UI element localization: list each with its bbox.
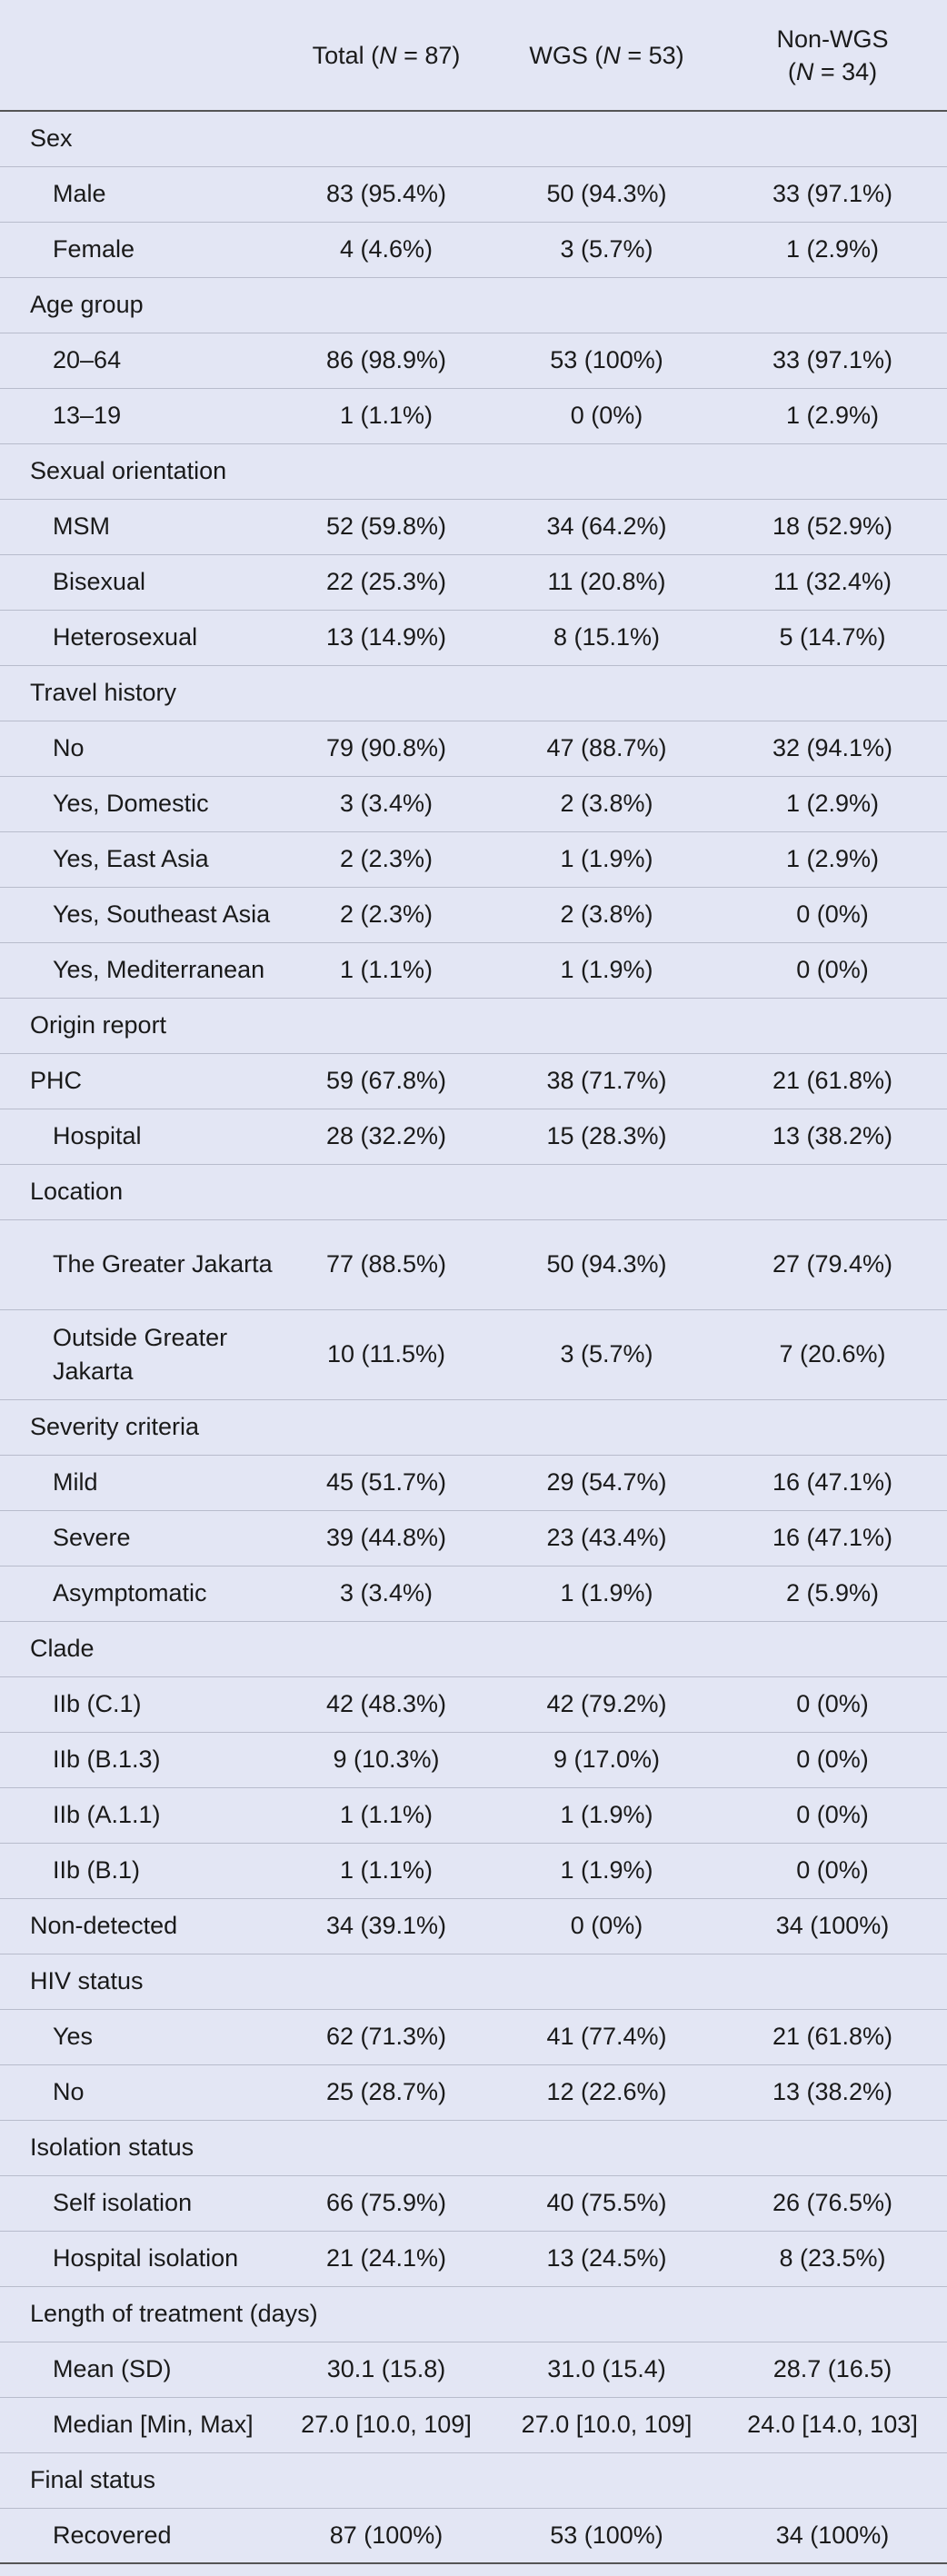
header-wgs-label: WGS	[529, 41, 588, 69]
table-row	[0, 1053, 947, 1109]
nonwgs-cell: 33 (97.1%)	[772, 180, 893, 207]
group-label: Sex	[30, 124, 73, 153]
header-row	[0, 0, 947, 111]
table-row	[0, 1898, 947, 1954]
nonwgs-cell: 7 (20.6%)	[779, 1340, 886, 1368]
table-row	[0, 2508, 947, 2563]
header-total-n-suffix: = 87)	[396, 41, 461, 69]
row-label: IIb (B.1.3)	[53, 1746, 161, 1773]
nonwgs-cell: 13 (38.2%)	[772, 2078, 893, 2105]
nonwgs-cell: 11 (32.4%)	[773, 568, 892, 595]
row-label: Outside Greater Jakarta	[53, 1323, 228, 1385]
table-header	[0, 0, 947, 111]
nonwgs-cell: 24.0 [14.0, 103]	[747, 2411, 918, 2438]
row-label: 20–64	[53, 346, 122, 373]
row-label: Yes, Domestic	[53, 790, 209, 817]
row-label: Mean (SD)	[53, 2355, 172, 2382]
nonwgs-cell: 2 (5.9%)	[785, 1579, 880, 1606]
group-header-row	[0, 1621, 947, 1676]
total-cell: 27.0 [10.0, 109]	[301, 2411, 472, 2438]
group-label: HIV status	[30, 1967, 144, 1994]
row-label: IIb (C.1)	[53, 1690, 142, 1717]
group-label: Clade	[30, 1635, 95, 1662]
row-label: Hospital	[53, 1122, 142, 1149]
nonwgs-cell: 1 (2.9%)	[785, 235, 880, 263]
group-header-row	[0, 665, 947, 721]
total-cell: 39 (44.8%)	[325, 1524, 447, 1551]
nonwgs-cell: 33 (97.1%)	[772, 346, 893, 373]
wgs-cell: 1 (1.9%)	[560, 1856, 653, 1884]
total-cell: 1 (1.1%)	[339, 402, 434, 429]
wgs-cell: 8 (15.1%)	[553, 623, 661, 651]
nonwgs-cell: 8 (23.5%)	[779, 2244, 886, 2272]
wgs-cell: 15 (28.3%)	[546, 1122, 667, 1149]
wgs-cell: 13 (24.5%)	[546, 2244, 667, 2272]
wgs-cell: 27.0 [10.0, 109]	[521, 2411, 693, 2438]
wgs-cell: 2 (3.8%)	[560, 900, 653, 928]
header-wgs-n-suffix: = 53)	[620, 41, 684, 69]
total-cell: 1 (1.1%)	[339, 956, 434, 983]
nonwgs-cell: 5 (14.7%)	[779, 623, 886, 651]
table-row	[0, 2397, 947, 2452]
nonwgs-cell: 34 (100%)	[775, 2521, 890, 2549]
row-label: Bisexual	[53, 568, 146, 595]
nonwgs-cell: 28.7 (16.5)	[773, 2355, 892, 2382]
group-label: Severity criteria	[30, 1413, 200, 1440]
total-cell: 34 (39.1%)	[325, 1912, 447, 1939]
nonwgs-cell: 21 (61.8%)	[772, 2023, 893, 2050]
nonwgs-cell: 1 (2.9%)	[785, 402, 880, 429]
nonwgs-cell: 32 (94.1%)	[772, 734, 893, 761]
header-nonwgs-n-prefix: (	[787, 57, 796, 85]
table-row	[0, 222, 947, 277]
total-cell: 10 (11.5%)	[326, 1340, 446, 1368]
header-cell-nonwgs	[718, 0, 947, 111]
group-header-row	[0, 998, 947, 1053]
table-body	[0, 111, 947, 2563]
wgs-cell: 1 (1.9%)	[560, 845, 653, 872]
row-label: No	[53, 2078, 85, 2105]
table-row	[0, 1109, 947, 1164]
wgs-cell: 9 (17.0%)	[553, 1746, 661, 1773]
group-header-row	[0, 1954, 947, 2009]
total-cell: 52 (59.8%)	[325, 512, 447, 540]
group-label: Final status	[30, 2466, 156, 2493]
table-row	[0, 2231, 947, 2286]
table-row	[0, 831, 947, 887]
nonwgs-cell: 16 (47.1%)	[772, 1524, 893, 1551]
total-cell: 25 (28.7%)	[325, 2078, 447, 2105]
table-row	[0, 1787, 947, 1843]
group-header-row	[0, 111, 947, 166]
row-label: PHC	[30, 1067, 83, 1094]
row-label: No	[53, 734, 85, 761]
table-row	[0, 2342, 947, 2397]
total-cell: 59 (67.8%)	[325, 1067, 447, 1094]
wgs-cell: 3 (5.7%)	[560, 235, 653, 263]
row-label: Yes, East Asia	[53, 845, 209, 872]
group-header-row	[0, 2452, 947, 2508]
header-wgs-n-prefix: (	[587, 41, 603, 69]
nonwgs-cell: 0 (0%)	[796, 1690, 869, 1717]
nonwgs-cell: 21 (61.8%)	[772, 1067, 893, 1094]
table-row	[0, 2064, 947, 2120]
wgs-cell: 2 (3.8%)	[560, 790, 653, 817]
wgs-cell: 40 (75.5%)	[546, 2189, 667, 2216]
wgs-cell: 11 (20.8%)	[547, 568, 666, 595]
total-cell: 77 (88.5%)	[325, 1250, 447, 1278]
group-label: Location	[30, 1178, 124, 1205]
row-label: IIb (B.1)	[53, 1856, 141, 1884]
nonwgs-cell: 27 (79.4%)	[772, 1250, 893, 1278]
table-row	[0, 776, 947, 831]
header-wgs-n-symbol: N	[603, 41, 621, 69]
group-header-row	[0, 2120, 947, 2175]
table-row	[0, 1309, 947, 1399]
total-cell: 62 (71.3%)	[325, 2023, 447, 2050]
wgs-cell: 38 (71.7%)	[546, 1067, 667, 1094]
wgs-cell: 0 (0%)	[570, 402, 643, 429]
group-label: Origin report	[30, 1011, 167, 1039]
group-label: Travel history	[30, 679, 177, 706]
group-label: Isolation status	[30, 2133, 194, 2161]
wgs-cell: 3 (5.7%)	[560, 1340, 653, 1368]
total-cell: 1 (1.1%)	[339, 1801, 434, 1828]
table-row	[0, 1732, 947, 1787]
wgs-cell: 53 (100%)	[550, 2521, 663, 2549]
wgs-cell: 34 (64.2%)	[546, 512, 667, 540]
row-label: The Greater Jakarta	[53, 1250, 273, 1278]
total-cell: 30.1 (15.8)	[326, 2355, 446, 2382]
row-label: Severe	[53, 1524, 131, 1551]
total-cell: 9 (10.3%)	[333, 1746, 440, 1773]
wgs-cell: 1 (1.9%)	[560, 956, 653, 983]
wgs-cell: 42 (79.2%)	[546, 1690, 667, 1717]
group-label: Sexual orientation	[30, 457, 227, 484]
table-row	[0, 610, 947, 665]
header-cell-label	[0, 0, 277, 111]
header-nonwgs-label: Non-WGS	[776, 25, 889, 53]
row-label: Mild	[53, 1468, 98, 1496]
total-cell: 83 (95.4%)	[325, 180, 447, 207]
nonwgs-cell: 18 (52.9%)	[772, 512, 893, 540]
wgs-cell: 12 (22.6%)	[546, 2078, 667, 2105]
group-label: Age group	[30, 291, 144, 318]
table-row	[0, 887, 947, 942]
wgs-cell: 23 (43.4%)	[546, 1524, 667, 1551]
total-cell: 45 (51.7%)	[325, 1468, 447, 1496]
wgs-cell: 0 (0%)	[570, 1912, 643, 1939]
total-cell: 79 (90.8%)	[325, 734, 447, 761]
row-label: Female	[53, 235, 135, 263]
row-label: Self isolation	[53, 2189, 193, 2216]
total-cell: 66 (75.9%)	[325, 2189, 447, 2216]
total-cell: 42 (48.3%)	[325, 1690, 447, 1717]
wgs-cell: 53 (100%)	[550, 346, 663, 373]
row-label: IIb (A.1.1)	[53, 1801, 161, 1828]
wgs-cell: 50 (94.3%)	[546, 180, 667, 207]
table-row	[0, 166, 947, 222]
total-cell: 87 (100%)	[329, 2521, 444, 2549]
total-cell: 1 (1.1%)	[339, 1856, 434, 1884]
nonwgs-cell: 0 (0%)	[796, 956, 869, 983]
row-label: Median [Min, Max]	[53, 2411, 254, 2438]
row-label: Male	[53, 180, 106, 207]
row-label: Heterosexual	[53, 623, 198, 651]
total-cell: 4 (4.6%)	[339, 235, 434, 263]
row-label: Asymptomatic	[53, 1579, 207, 1606]
wgs-cell: 29 (54.7%)	[546, 1468, 667, 1496]
nonwgs-cell: 1 (2.9%)	[785, 845, 880, 872]
row-label: MSM	[53, 512, 110, 540]
header-nonwgs-n-suffix: = 34)	[813, 57, 878, 85]
nonwgs-cell: 26 (76.5%)	[772, 2189, 893, 2216]
group-header-row	[0, 1399, 947, 1455]
total-cell: 28 (32.2%)	[325, 1122, 447, 1149]
nonwgs-cell: 1 (2.9%)	[785, 790, 880, 817]
table-row	[0, 2175, 947, 2231]
row-label: Yes, Southeast Asia	[53, 900, 271, 928]
table-row	[0, 942, 947, 998]
header-nonwgs-n-symbol: N	[795, 57, 814, 85]
nonwgs-cell: 34 (100%)	[775, 1912, 890, 1939]
total-cell: 3 (3.4%)	[339, 1579, 434, 1606]
table-row	[0, 499, 947, 554]
table-row	[0, 1843, 947, 1898]
group-label: Length of treatment (days)	[30, 2300, 318, 2327]
table-row	[0, 1676, 947, 1732]
wgs-cell: 1 (1.9%)	[560, 1579, 653, 1606]
wgs-cell: 41 (77.4%)	[546, 2023, 667, 2050]
group-header-row	[0, 1164, 947, 1219]
table-row	[0, 2009, 947, 2064]
table-row	[0, 1455, 947, 1510]
row-label: 13–19	[53, 402, 122, 429]
row-label: Hospital isolation	[53, 2244, 239, 2272]
table-row	[0, 1566, 947, 1621]
wgs-cell: 1 (1.9%)	[560, 1801, 653, 1828]
total-cell: 2 (2.3%)	[339, 845, 434, 872]
nonwgs-cell: 0 (0%)	[796, 1746, 869, 1773]
table-row	[0, 554, 947, 610]
row-label: Non-detected	[30, 1912, 178, 1939]
table-row	[0, 388, 947, 443]
row-label: Yes, Mediterranean	[53, 956, 265, 983]
table-row	[0, 333, 947, 388]
header-total-n-symbol: N	[379, 41, 397, 69]
row-label: Recovered	[53, 2521, 172, 2549]
header-cell-wgs	[495, 0, 718, 111]
total-cell: 3 (3.4%)	[339, 790, 434, 817]
total-cell: 22 (25.3%)	[325, 568, 447, 595]
table-row	[0, 721, 947, 776]
total-cell: 13 (14.9%)	[325, 623, 447, 651]
header-total-label: Total	[312, 41, 364, 69]
nonwgs-cell: 0 (0%)	[796, 1801, 869, 1828]
group-header-row	[0, 443, 947, 499]
nonwgs-cell: 13 (38.2%)	[772, 1122, 893, 1149]
nonwgs-cell: 0 (0%)	[796, 1856, 869, 1884]
wgs-cell: 31.0 (15.4)	[547, 2355, 666, 2382]
wgs-cell: 47 (88.7%)	[546, 734, 667, 761]
nonwgs-cell: 16 (47.1%)	[772, 1468, 893, 1496]
group-header-row	[0, 277, 947, 333]
row-label: Yes	[53, 2023, 94, 2050]
total-cell: 21 (24.1%)	[325, 2244, 447, 2272]
table-row	[0, 1219, 947, 1309]
table-row	[0, 1510, 947, 1566]
group-header-row	[0, 2286, 947, 2342]
total-cell: 2 (2.3%)	[339, 900, 434, 928]
header-total-n-prefix: (	[364, 41, 380, 69]
wgs-cell: 50 (94.3%)	[546, 1250, 667, 1278]
nonwgs-cell: 0 (0%)	[796, 900, 869, 928]
header-cell-total	[277, 0, 495, 111]
total-cell: 86 (98.9%)	[325, 346, 447, 373]
